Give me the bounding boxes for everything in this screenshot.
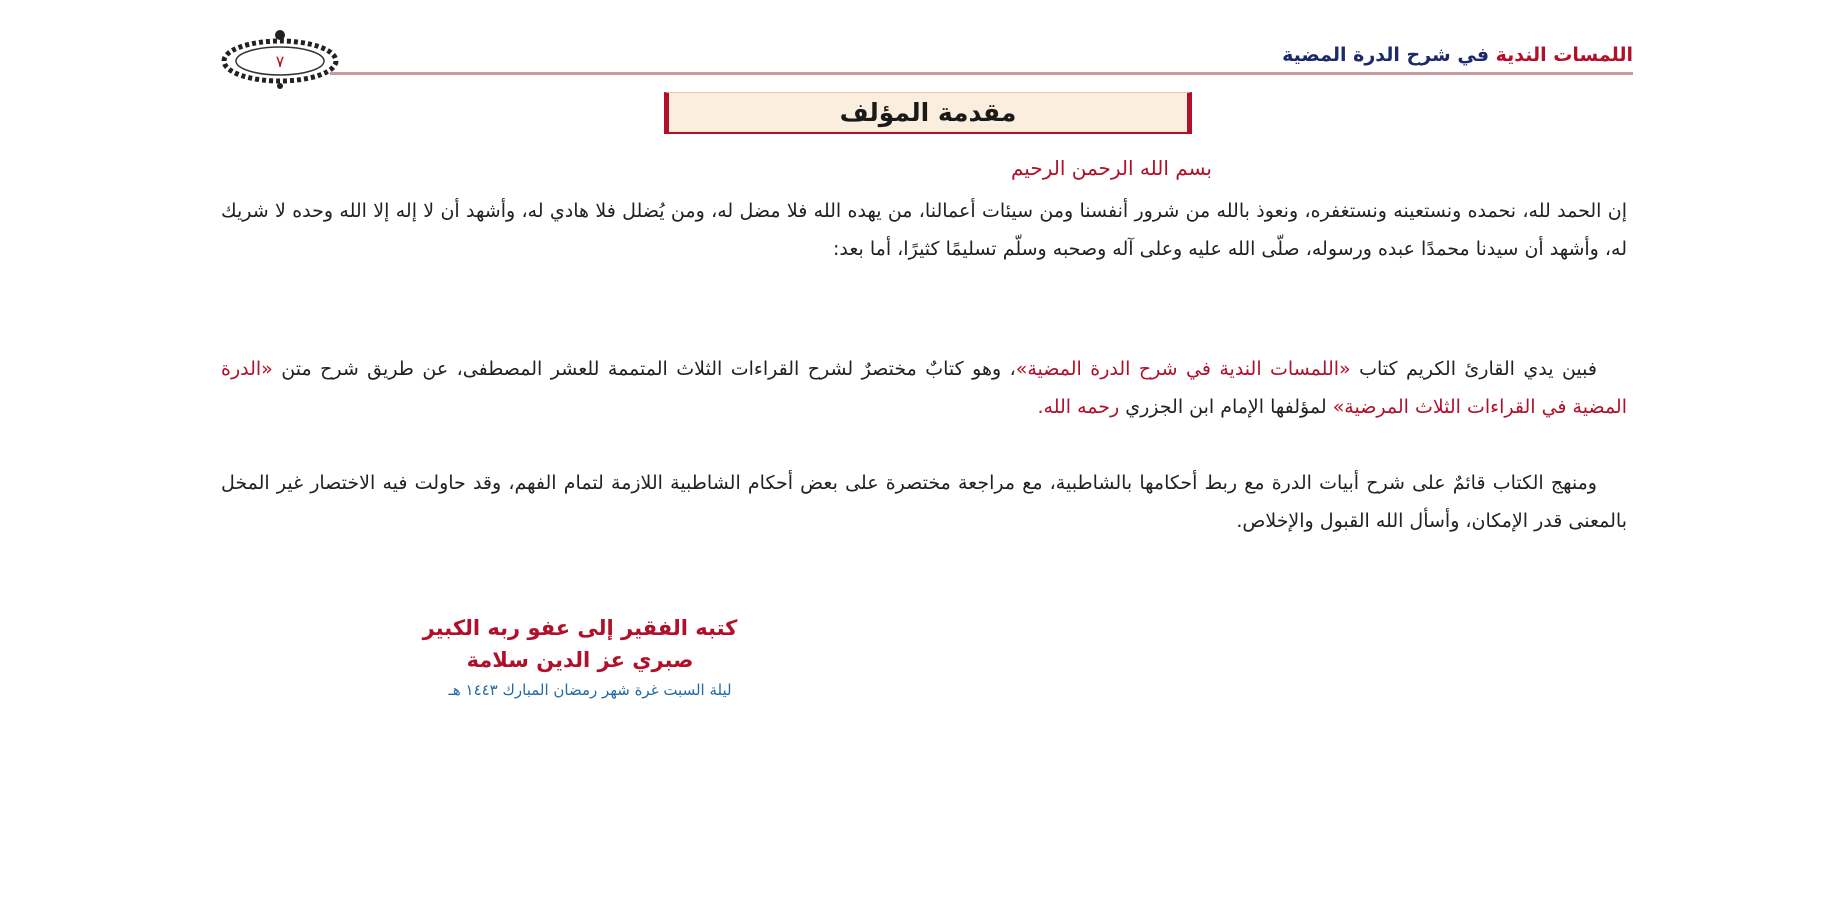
page-number: ٧ — [275, 52, 285, 71]
running-header-title-highlight: اللمسات الندية — [1495, 44, 1633, 66]
paragraph-methodology: ومنهج الكتاب قائمٌ على شرح أبيات الدرة مع ربط أحكامها بالشاطبية، مع مراجعة مختصرة على بعض أحكام الشاطبية اللازمة لتمام الفهم، وقد حاولت فيه الاختصار غير المخل بالمعنى قدر الإمكان، وأسأل الله القبول والإخلاص. — [221, 472, 1627, 532]
p2-text-e: لمؤلفها الإمام ابن الجزري — [1125, 395, 1327, 418]
section-title: مقدمة المؤلف — [664, 92, 1192, 134]
p2-text-a: فبين يدي القارئ الكريم كتاب — [1359, 358, 1597, 380]
basmala: بسم الله الرحمن الرحيم — [1010, 156, 1212, 180]
paragraph-book-intro — [221, 351, 1627, 426]
matn-title-quote: «الدرة المضية في القراءات الثلاث المرضية» — [221, 358, 1627, 418]
author-signature — [290, 612, 870, 676]
p2-text-c: ، وهو كتابٌ مختصرٌ لشرح القراءات الثلاث المتممة للعشر المصطفى، عن طريق شرح متن — [281, 358, 1016, 380]
p2-text-f: رحمه الله. — [1037, 395, 1120, 418]
signature-date: ليلة السبت غرة شهر رمضان المبارك ١٤٤٣ هـ — [448, 681, 732, 699]
signature-line-1: كتبه الفقير إلى عفو ربه الكبير — [422, 616, 738, 640]
header-rule — [330, 72, 1633, 75]
running-header — [1282, 44, 1633, 66]
paragraph-opening: إن الحمد لله، نحمده ونستعينه ونستغفره، ونعوذ بالله من شرور أنفسنا ومن سيئات أعمالنا، من يهده الله فلا مضل له، ومن يُضلل فلا هادي له، وأشهد أن لا إله إلا الله وحده لا شريك له، وأشهد أن سيدنا محمدًا عبده ورسوله، صلّى الله عليه وعلى آله وصحبه وسلّم تسليمًا كثيرًا، أما بعد: — [221, 200, 1627, 260]
running-header-title-rest: في شرح الدرة المضية — [1282, 44, 1490, 66]
book-title-quote: «اللمسات الندية في شرح الدرة المضية» — [1015, 358, 1351, 380]
signature-author-name: صبري عز الدين سلامة — [466, 648, 694, 672]
page-number-ornament-icon — [210, 28, 350, 90]
